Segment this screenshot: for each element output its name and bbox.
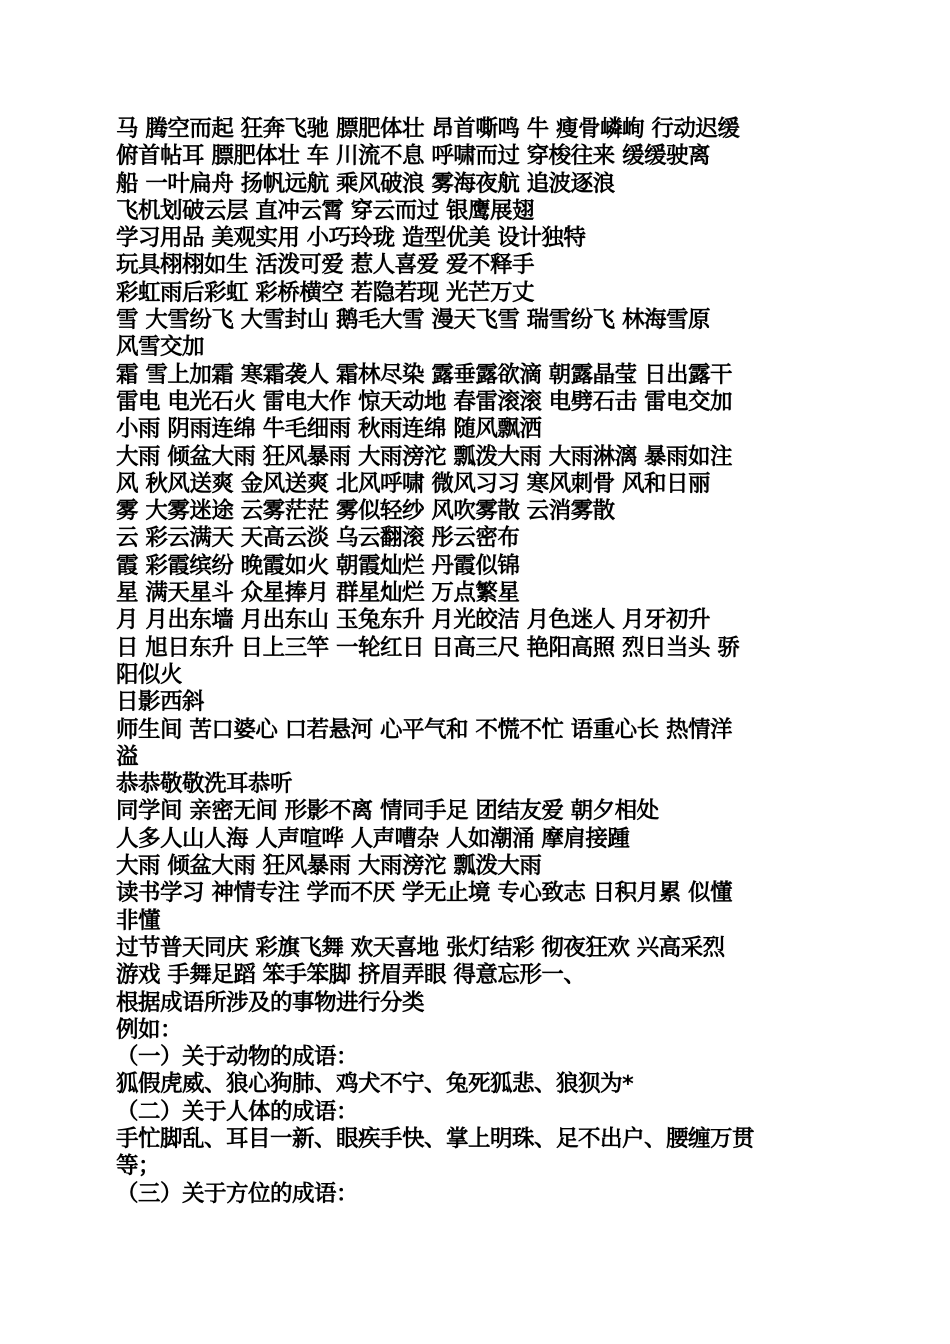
text-line: 读书学习 神情专注 学而不厌 学无止境 专心致志 日积月累 似懂 — [116, 880, 733, 907]
text-line: 恭恭敬敬洗耳恭听 — [116, 771, 293, 798]
text-line: 非懂 — [116, 907, 161, 934]
text-line: 学习用品 美观实用 小巧玲珑 造型优美 设计独特 — [116, 225, 586, 252]
text-line: 星 满天星斗 众星捧月 群星灿烂 万点繁星 — [116, 580, 520, 607]
text-line: 雷电 电光石火 雷电大作 惊天动地 春雷滚滚 电劈石击 雷电交加 — [116, 388, 733, 415]
text-line: 手忙脚乱、耳目一新、眼疾手快、掌上明珠、足不出户、腰缠万贯 — [116, 1125, 755, 1152]
text-line: 雪 大雪纷飞 大雪封山 鹅毛大雪 漫天飞雪 瑞雪纷飞 林海雪原 — [116, 307, 711, 334]
subsection-heading: （一）关于动物的成语： — [116, 1044, 359, 1071]
text-line: 溢 — [116, 743, 139, 770]
text-line: 霜 雪上加霜 寒霜袭人 霜林尽染 露垂露欲滴 朝露晶莹 日出露干 — [116, 361, 733, 388]
text-line: 风雪交加 — [116, 334, 205, 361]
text-line: 大雨 倾盆大雨 狂风暴雨 大雨滂沱 瓢泼大雨 — [116, 853, 542, 880]
text-line: 玩具栩栩如生 活泼可爱 惹人喜爱 爱不释手 — [116, 252, 535, 279]
document-body — [116, 116, 834, 1208]
text-line: 例如： — [116, 1016, 183, 1043]
text-line: 雾 大雾迷途 云雾茫茫 雾似轻纱 风吹雾散 云消雾散 — [116, 498, 615, 525]
text-line: 俯首帖耳 膘肥体壮 车 川流不息 呼啸而过 穿梭往来 缓缓驶离 — [116, 143, 711, 170]
text-line: 等； — [116, 1153, 161, 1180]
text-line: 彩虹雨后彩虹 彩桥横空 若隐若现 光芒万丈 — [116, 279, 535, 306]
text-line: 云 彩云满天 天高云淡 乌云翻滚 彤云密布 — [116, 525, 520, 552]
text-line: 人多人山人海 人声喧哗 人声嘈杂 人如潮涌 摩肩接踵 — [116, 825, 630, 852]
text-line: 过节普天同庆 彩旗飞舞 欢天喜地 张灯结彩 彻夜狂欢 兴高采烈 — [116, 934, 725, 961]
text-line: 阳似火 — [116, 661, 183, 688]
section-heading: 根据成语所涉及的事物进行分类 — [116, 989, 425, 1016]
text-line: 小雨 阴雨连绵 牛毛细雨 秋雨连绵 随风飘洒 — [116, 416, 542, 443]
text-line: 马 腾空而起 狂奔飞驰 膘肥体壮 昂首嘶鸣 牛 瘦骨嶙峋 行动迟缓 — [116, 116, 740, 142]
text-line: 日 旭日东升 日上三竿 一轮红日 日高三尺 艳阳高照 烈日当头 骄 — [116, 634, 740, 661]
text-line: 狐假虎威、狼心狗肺、鸡犬不宁、兔死狐悲、狼狈为* — [116, 1071, 634, 1098]
text-line: 大雨 倾盆大雨 狂风暴雨 大雨滂沱 瓢泼大雨 大雨淋漓 暴雨如注 — [116, 443, 733, 470]
text-line: 霞 彩霞缤纷 晚霞如火 朝霞灿烂 丹霞似锦 — [116, 552, 520, 579]
text-line: 船 一叶扁舟 扬帆远航 乘风破浪 雾海夜航 追波逐浪 — [116, 170, 615, 197]
subsection-heading: （三）关于方位的成语： — [116, 1180, 359, 1207]
text-line: 同学间 亲密无间 形影不离 情同手足 团结友爱 朝夕相处 — [116, 798, 659, 825]
subsection-heading: （二）关于人体的成语： — [116, 1098, 359, 1125]
text-line: 游戏 手舞足蹈 笨手笨脚 挤眉弄眼 得意忘形一、 — [116, 962, 586, 989]
text-line: 飞机划破云层 直冲云霄 穿云而过 银鹰展翅 — [116, 197, 535, 224]
text-line: 日影西斜 — [116, 689, 205, 716]
text-line: 风 秋风送爽 金风送爽 北风呼啸 微风习习 寒风刺骨 风和日丽 — [116, 470, 711, 497]
text-line: 月 月出东墙 月出东山 玉兔东升 月光皎洁 月色迷人 月牙初升 — [116, 607, 711, 634]
text-line: 师生间 苦口婆心 口若悬河 心平气和 不慌不忙 语重心长 热情洋 — [116, 716, 733, 743]
